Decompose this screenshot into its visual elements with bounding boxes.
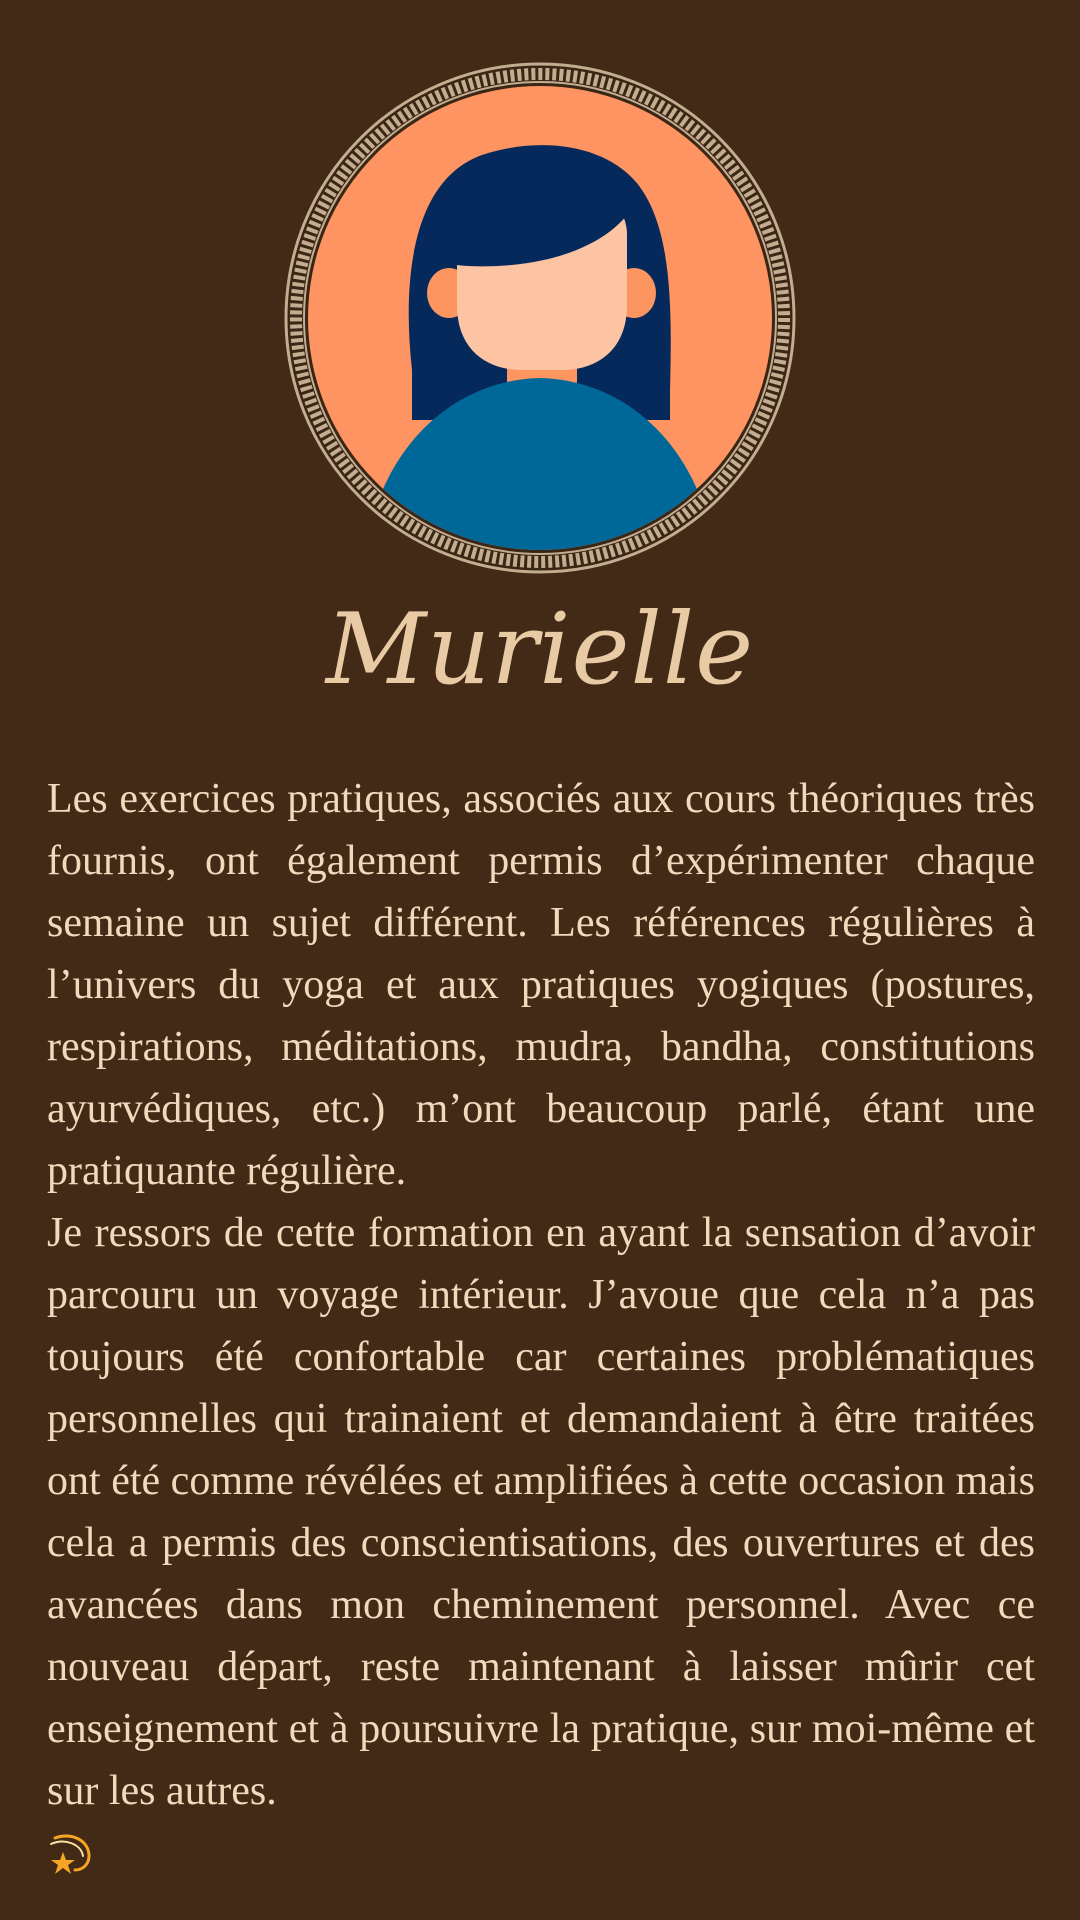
avatar-frame: [282, 60, 798, 576]
woman-avatar-icon: [282, 60, 798, 576]
shooting-star-icon: [47, 1828, 95, 1876]
testimonial-paragraph-2: Je ressors de cette formation en ayant la sensation d’avoir parcouru un voyage intérieur. J’avoue que cela n’a pas toujours été confortable car certaines problématiques personnelles qui trainaient et demandaient à être traitées ont été comme révélées et amplifiées à cette occasion mais cela a permis des conscientisations, des ouvertures et des avancées dans mon cheminement personnel. Avec ce nouveau départ, reste maintenant à laisser mûrir cet enseignement et à poursuivre la pratique, sur moi-même et sur les autres.: [47, 1210, 1035, 1814]
testimonial-text: [47, 768, 1035, 1822]
testimonial-paragraph-1: Les exercices pratiques, associés aux cours théoriques très fournis, ont également permis d’expérimenter chaque semaine un sujet différent. Les références régulières à l’univers du yoga et aux pratiques yogiques (postures, respirations, méditations, mudra, bandha, constitutions ayurvédiques, etc.) m’ont beaucoup parlé, étant une pratiquante régulière.: [47, 776, 1035, 1194]
person-name: Murielle: [325, 593, 755, 707]
